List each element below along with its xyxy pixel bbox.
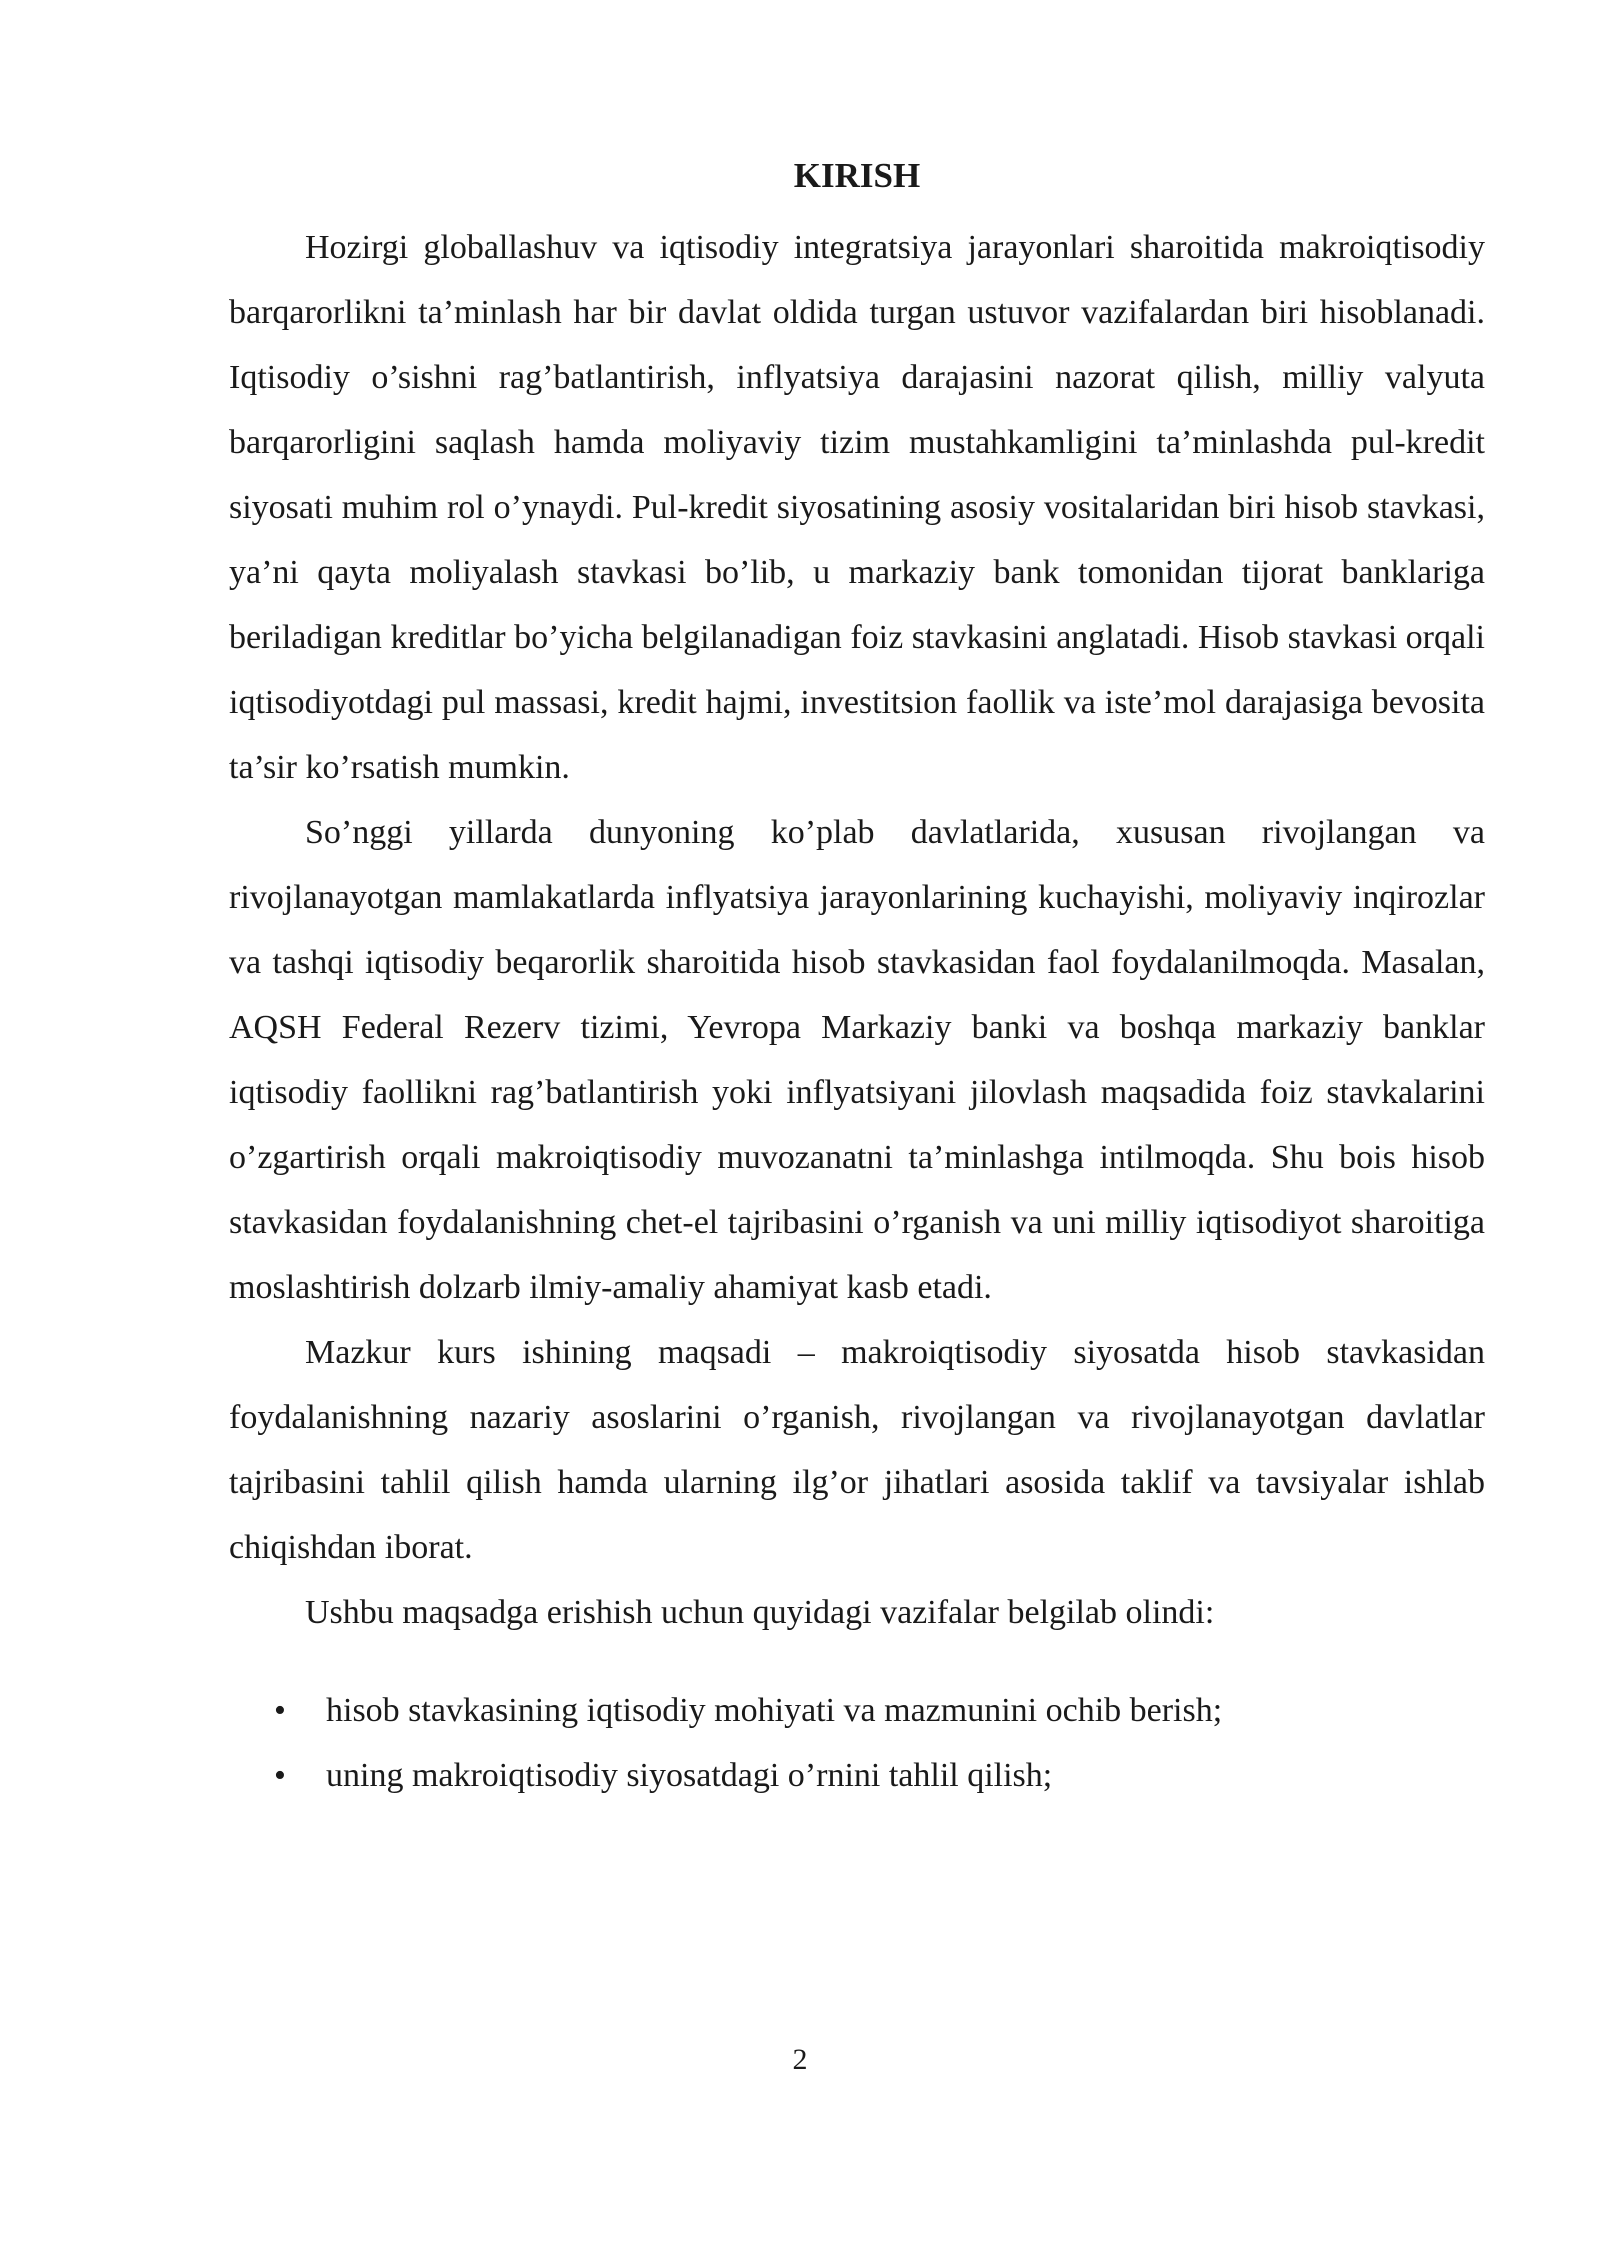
page-number: 2 [792, 2043, 808, 2076]
paragraph-goal: Mazkur kurs ishining maqsadi – makroiqtisodiy siyosatda hisob stavkasidan foydalanishning nazariy asoslarini o’rganish, rivojlangan va rivojlanayotgan davlatlar tajribasini tahlil qilish hamda ularning ilg’or jihatlari asosida taklif va tavsiyalar ishlab chiqishdan iborat. [229, 1334, 1485, 1566]
section-title: KIRISH [793, 156, 921, 195]
paragraph-world-experience: So’nggi yillarda dunyoning ko’plab davlatlarida, xususan rivojlangan va rivojlanayotgan mamlakatlarda inflyatsiya jarayonlarining kuchayishi, moliyaviy inqirozlar va tashqi iqtisodiy beqarorlik sharoitida hisob stavkasidan faol foydalanilmoqda. Masalan, AQSH Federal Rezerv tizimi, Yevropa Markaziy banki va boshqa markaziy banklar iqtisodiy faollikni rag’batlantirish yoki inflyatsiyani jilovlash maqsadida foiz stavkalarini o’zgartirish orqali makroiqtisodiy muvozanatni ta’minlashga intilmoqda. Shu bois hisob stavkasidan foydalanishning chet-el tajribasini o’rganish va uni milliy iqtisodiyot sharoitiga moslashtirish dolzarb ilmiy-amaliy ahamiyat kasb etadi. [229, 814, 1485, 1306]
tasks-intro: Ushbu maqsadga erishish uchun quyidagi vazifalar belgilab olindi: [305, 1594, 1215, 1631]
bullet-icon: • [274, 1757, 286, 1794]
list-item [229, 1678, 1485, 1743]
bullet-icon: • [274, 1692, 286, 1729]
list-item [229, 1743, 1485, 1808]
task-list [229, 1678, 1485, 1808]
document-page [229, 150, 1485, 1808]
task-text: hisob stavkasining iqtisodiy mohiyati va mazmunini ochib berish; [326, 1692, 1223, 1729]
paragraph-intro: Hozirgi globallashuv va iqtisodiy integratsiya jarayonlari sharoitida makroiqtisodiy barqarorlikni ta’minlash har bir davlat oldida turgan ustuvor vazifalardan biri hisoblanadi. Iqtisodiy o’sishni rag’batlantirish, inflyatsiya darajasini nazorat qilish, milliy valyuta barqarorligini saqlash hamda moliyaviy tizim mustahkamligini ta’minlashda pul-kredit siyosati muhim rol o’ynaydi. Pul-kredit siyosatining asosiy vositalaridan biri hisob stavkasi, ya’ni qayta moliyalash stavkasi bo’lib, u markaziy bank tomonidan tijorat banklariga beriladigan kreditlar bo’yicha belgilanadigan foiz stavkasini anglatadi. Hisob stavkasi orqali iqtisodiyotdagi pul massasi, kredit hajmi, investitsion faollik va iste’mol darajasiga bevosita ta’sir ko’rsatish mumkin. [229, 229, 1485, 786]
task-text: uning makroiqtisodiy siyosatdagi o’rnini tahlil qilish; [326, 1757, 1053, 1794]
